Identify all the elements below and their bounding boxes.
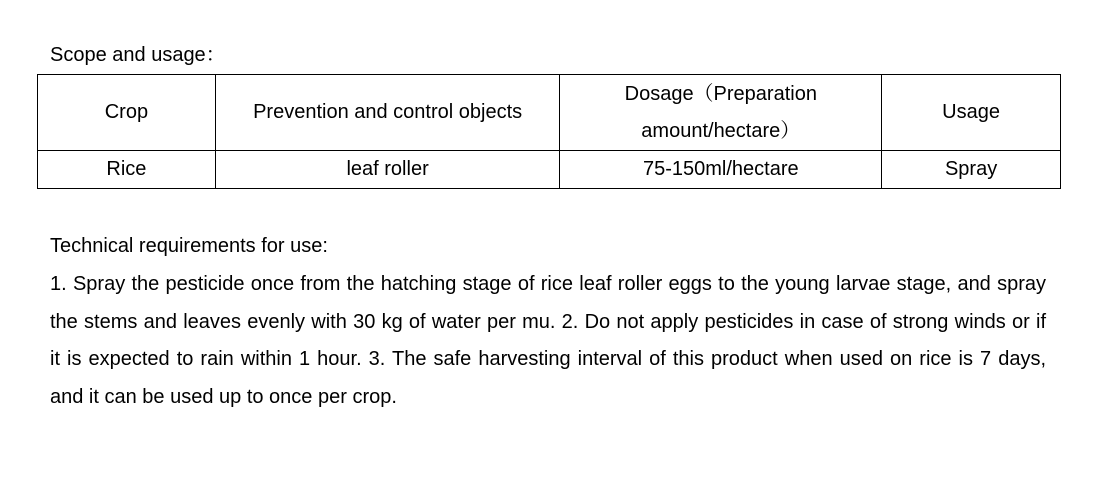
table-row bbox=[38, 151, 1061, 189]
scope-usage-table bbox=[37, 74, 1061, 189]
technical-requirements-title: Technical requirements for use: bbox=[50, 235, 328, 257]
table-header-row bbox=[38, 75, 1061, 151]
header-usage: Usage bbox=[882, 75, 1061, 151]
technical-requirements-body: 1. Spray the pesticide once from the hatching stage of rice leaf roller eggs to the young larvae stage, and spray the stems and leaves evenly with 30 kg of water per mu. 2. Do not apply pesticides in case of strong winds or if it is expected to rain within 1 hour. 3. The safe harvesting interval of this product when used on rice is 7 days, and it can be used up to once per crop. bbox=[50, 273, 1046, 408]
header-crop: Crop bbox=[38, 75, 216, 151]
cell-crop: Rice bbox=[38, 151, 216, 189]
cell-dosage: 75-150ml/hectare bbox=[560, 151, 882, 189]
header-control-objects: Prevention and control objects bbox=[215, 75, 560, 151]
scope-section-title: Scope and usage： bbox=[50, 44, 226, 66]
header-dosage: Dosage（Preparation amount/hectare） bbox=[560, 75, 882, 151]
cell-control-object: leaf roller bbox=[215, 151, 560, 189]
cell-usage: Spray bbox=[882, 151, 1061, 189]
